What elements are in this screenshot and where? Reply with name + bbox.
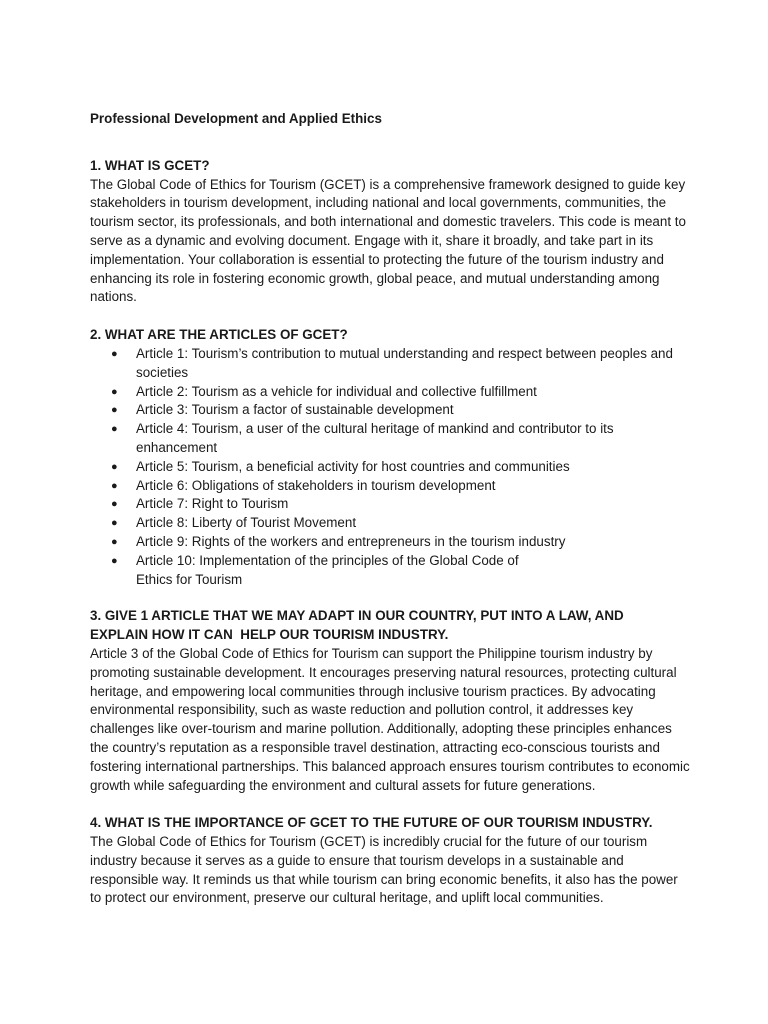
list-item <box>90 401 690 420</box>
bullet-icon: ● <box>111 554 118 567</box>
list-item <box>90 552 690 590</box>
bullet-icon: ● <box>111 517 118 530</box>
article-list <box>90 345 690 589</box>
section-1-heading: 1. WHAT IS GCET? <box>90 157 210 173</box>
section-4-heading: 4. WHAT IS THE IMPORTANCE OF GCET TO THE FUTURE OF OUR TOURISM INDUSTRY. <box>90 815 653 831</box>
section-3-body: Article 3 of the Global Code of Ethics for Tourism can support the Philippine tourism industry by promoting sustainable development. It encourages preserving natural resources, protecting cultural heritage, and empowering local communities through inclusive tourism practices. By advocating environmental responsibility, such as waste reduction and pollution control, it addresses key challenges like over-tourism and marine pollution. Additionally, adopting these principles enhances the country’s reputation as a responsible travel destination, attracting eco-conscious tourists and fostering international partnerships. This balanced approach ensures tourism contributes to economic growth while safeguarding the environment and cultural assets for future generations. <box>90 645 690 793</box>
document-body <box>90 110 690 908</box>
list-item <box>90 383 690 402</box>
article-text: Article 10: Implementation of the principles of the Global Code of Ethics for Tourism <box>136 552 519 587</box>
article-text: Article 7: Right to Tourism <box>136 496 289 512</box>
bullet-icon: ● <box>111 404 118 417</box>
section-3-heading-line-2: EXPLAIN HOW IT CAN HELP OUR TOURISM INDUSTRY. <box>90 627 449 643</box>
bullet-icon: ● <box>111 535 118 548</box>
bullet-icon: ● <box>111 423 118 436</box>
list-item <box>90 533 690 552</box>
list-item <box>90 495 690 514</box>
article-text: Article 1: Tourism’s contribution to mutual understanding and respect between peoples and societies <box>136 345 673 380</box>
bullet-icon: ● <box>111 385 118 398</box>
bullet-icon: ● <box>111 479 118 492</box>
list-item <box>90 420 690 458</box>
article-text: Article 9: Rights of the workers and entrepreneurs in the tourism industry <box>136 533 566 549</box>
article-text: Article 3: Tourism a factor of sustainable development <box>136 402 454 418</box>
article-text: Article 5: Tourism, a beneficial activity for host countries and communities <box>136 458 570 474</box>
article-text: Article 4: Tourism, a user of the cultural heritage of mankind and contributor to its enhancement <box>136 421 614 455</box>
list-item <box>90 514 690 533</box>
list-item <box>90 477 690 496</box>
document-title: Professional Development and Applied Ethics <box>90 111 382 126</box>
section-2-heading: 2. WHAT ARE THE ARTICLES OF GCET? <box>90 327 348 343</box>
section-3-heading <box>90 607 690 645</box>
list-item <box>90 345 690 383</box>
section-3-heading-line-1: 3. GIVE 1 ARTICLE THAT WE MAY ADAPT IN OUR COUNTRY, PUT INTO A LAW, AND <box>90 608 624 624</box>
bullet-icon: ● <box>111 460 118 473</box>
bullet-icon: ● <box>111 498 118 511</box>
article-text: Article 6: Obligations of stakeholders in tourism development <box>136 477 496 493</box>
article-text: Article 2: Tourism as a vehicle for individual and collective fulfillment <box>136 383 537 399</box>
article-text: Article 8: Liberty of Tourist Movement <box>136 515 357 531</box>
section-4-body: The Global Code of Ethics for Tourism (GCET) is incredibly crucial for the future of our tourism industry because it serves as a guide to ensure that tourism develops in a sustainable and responsible way. It reminds us that while tourism can bring economic benefits, it also has the power to protect our environment, preserve our cultural heritage, and uplift local communities. <box>90 834 678 906</box>
bullet-icon: ● <box>111 347 118 360</box>
list-item <box>90 458 690 477</box>
section-1-body: The Global Code of Ethics for Tourism (GCET) is a comprehensive framework designed to guide key stakeholders in tourism development, including national and local governments, communities, the tourism sector, its professionals, and both international and domestic travelers. This code is meant to serve as a dynamic and evolving document. Engage with it, share it broadly, and take part in its implementation. Your collaboration is essential to protecting the future of the tourism industry and enhancing its role in fostering economic growth, global peace, and mutual understanding among nations. <box>90 176 686 305</box>
